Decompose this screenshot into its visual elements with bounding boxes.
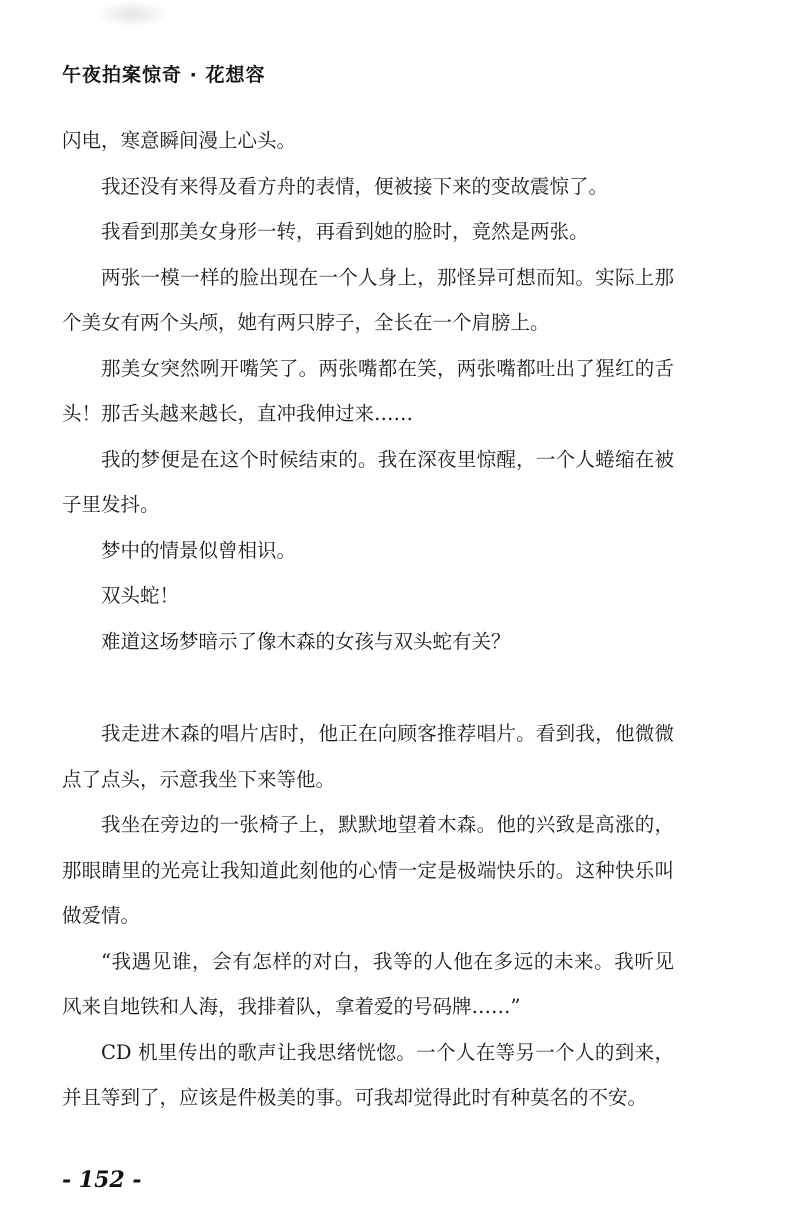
section-break (62, 664, 674, 711)
paragraph: 我的梦便是在这个时候结束的。我在深夜里惊醒，一个人蜷缩在被子里发抖。 (62, 447, 674, 516)
body-text (62, 118, 674, 1121)
paragraph: 我看到那美女身形一转，再看到她的脸时，竟然是两张。 (101, 220, 589, 243)
paragraph: 难道这场梦暗示了像木森的女孩与双头蛇有关？ (101, 629, 511, 653)
page-number: - 152 - (62, 1167, 142, 1193)
scan-smudge (95, 0, 170, 28)
paragraph: 两张一模一样的脸出现在一个人身上，那怪异可想而知。实际上那个美女有两个头颅，她有两只脖子，全长在一个肩膀上。 (62, 265, 674, 334)
paragraph: 我走进木森的唱片店时，他正在向顾客推荐唱片。看到我，他微微点了点头，示意我坐下来等他。 (62, 722, 674, 791)
paragraph: 那美女突然咧开嘴笑了。两张嘴都在笑，两张嘴都吐出了猩红的舌头！那舌头越来越长，直冲我伸过来…… (62, 356, 674, 425)
paragraph: 我还没有来得及看方舟的表情，便被接下来的变故震惊了。 (101, 174, 609, 198)
paragraph: 梦中的情景似曾相识。 (101, 538, 297, 562)
paragraph: CD 机里传出的歌声让我思绪恍惚。一个人在等另一个人的到来，并且等到了，应该是件极美的事。可我却觉得此时有种莫名的不安。 (62, 1040, 674, 1109)
paragraph: 闪电，寒意瞬间漫上心头。 (62, 129, 297, 152)
paragraph: 双头蛇！ (101, 584, 180, 607)
paragraph: “我遇见谁，会有怎样的对白，我等的人他在多远的未来。我听见风来自地铁和人海，我排着队，拿着爱的号码牌……” (62, 949, 674, 1018)
running-header: 午夜拍案惊奇 · 花想容 (62, 64, 266, 86)
paragraph: 我坐在旁边的一张椅子上，默默地望着木森。他的兴致是高涨的，那眼睛里的光亮让我知道此刻他的心情一定是极端快乐的。这种快乐叫做爱情。 (62, 813, 674, 927)
